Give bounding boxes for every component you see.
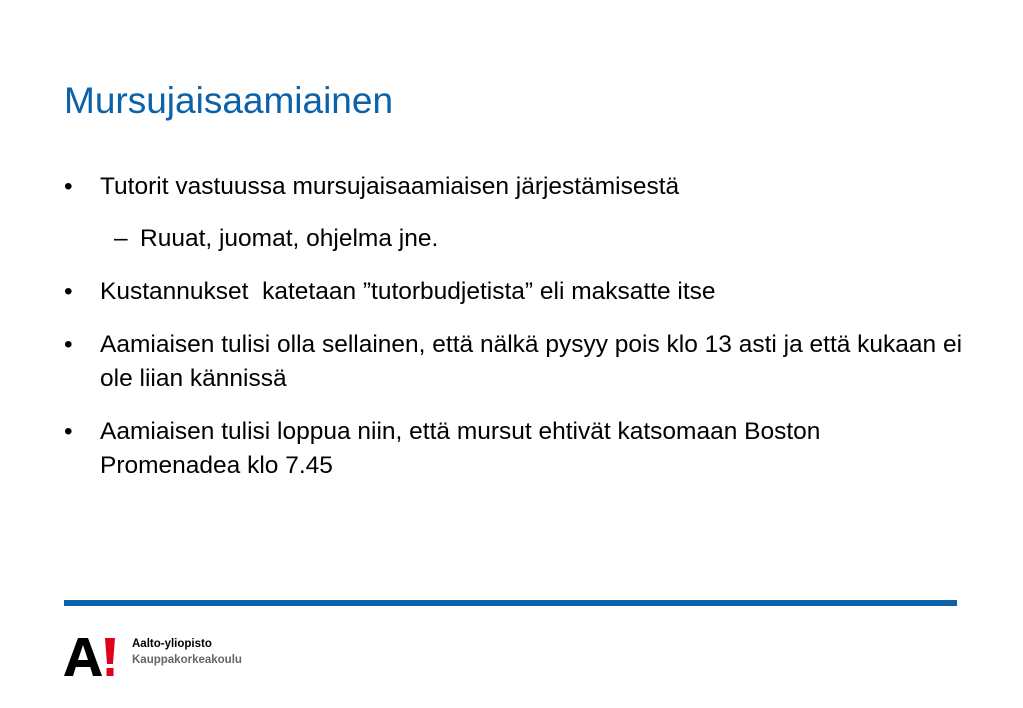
bullet-text: Aamiaisen tulisi olla sellainen, että nälkä pysyy pois klo 13 asti ja että kukaan ei ole liian kännissä [100,331,963,392]
bullet-list [64,170,964,502]
sub-bullet-marker: – [114,225,128,252]
bullet-text: Tutorit vastuussa mursujaisaamiaisen järjestämisestä [100,173,680,200]
aalto-a-exclamation-logo-icon [64,636,122,676]
bullet-item [64,275,964,309]
slide-title: Mursujaisaamiainen [64,79,394,121]
bullet-text: Kustannukset katetaan ”tutorbudjetista” eli maksatte itse [100,278,716,305]
bullet-marker: • [64,173,73,200]
bullet-item [64,415,964,483]
sub-bullet-item [64,222,964,256]
bullet-item [64,328,964,396]
bullet-marker: • [64,418,73,445]
bullet-item [64,170,964,204]
sub-bullet-text: Ruuat, juomat, ohjelma jne. [140,225,439,252]
bullet-text: Aamiaisen tulisi loppua niin, että mursut ehtivät katsomaan Boston Promenadea klo 7.45 [100,418,821,479]
bullet-marker: • [64,278,73,305]
university-name: Aalto-yliopisto [132,638,212,650]
bullet-marker: • [64,331,73,358]
logo-text [132,636,242,668]
footer-divider [64,600,957,606]
school-name: Kauppakorkeakoulu [132,654,242,666]
